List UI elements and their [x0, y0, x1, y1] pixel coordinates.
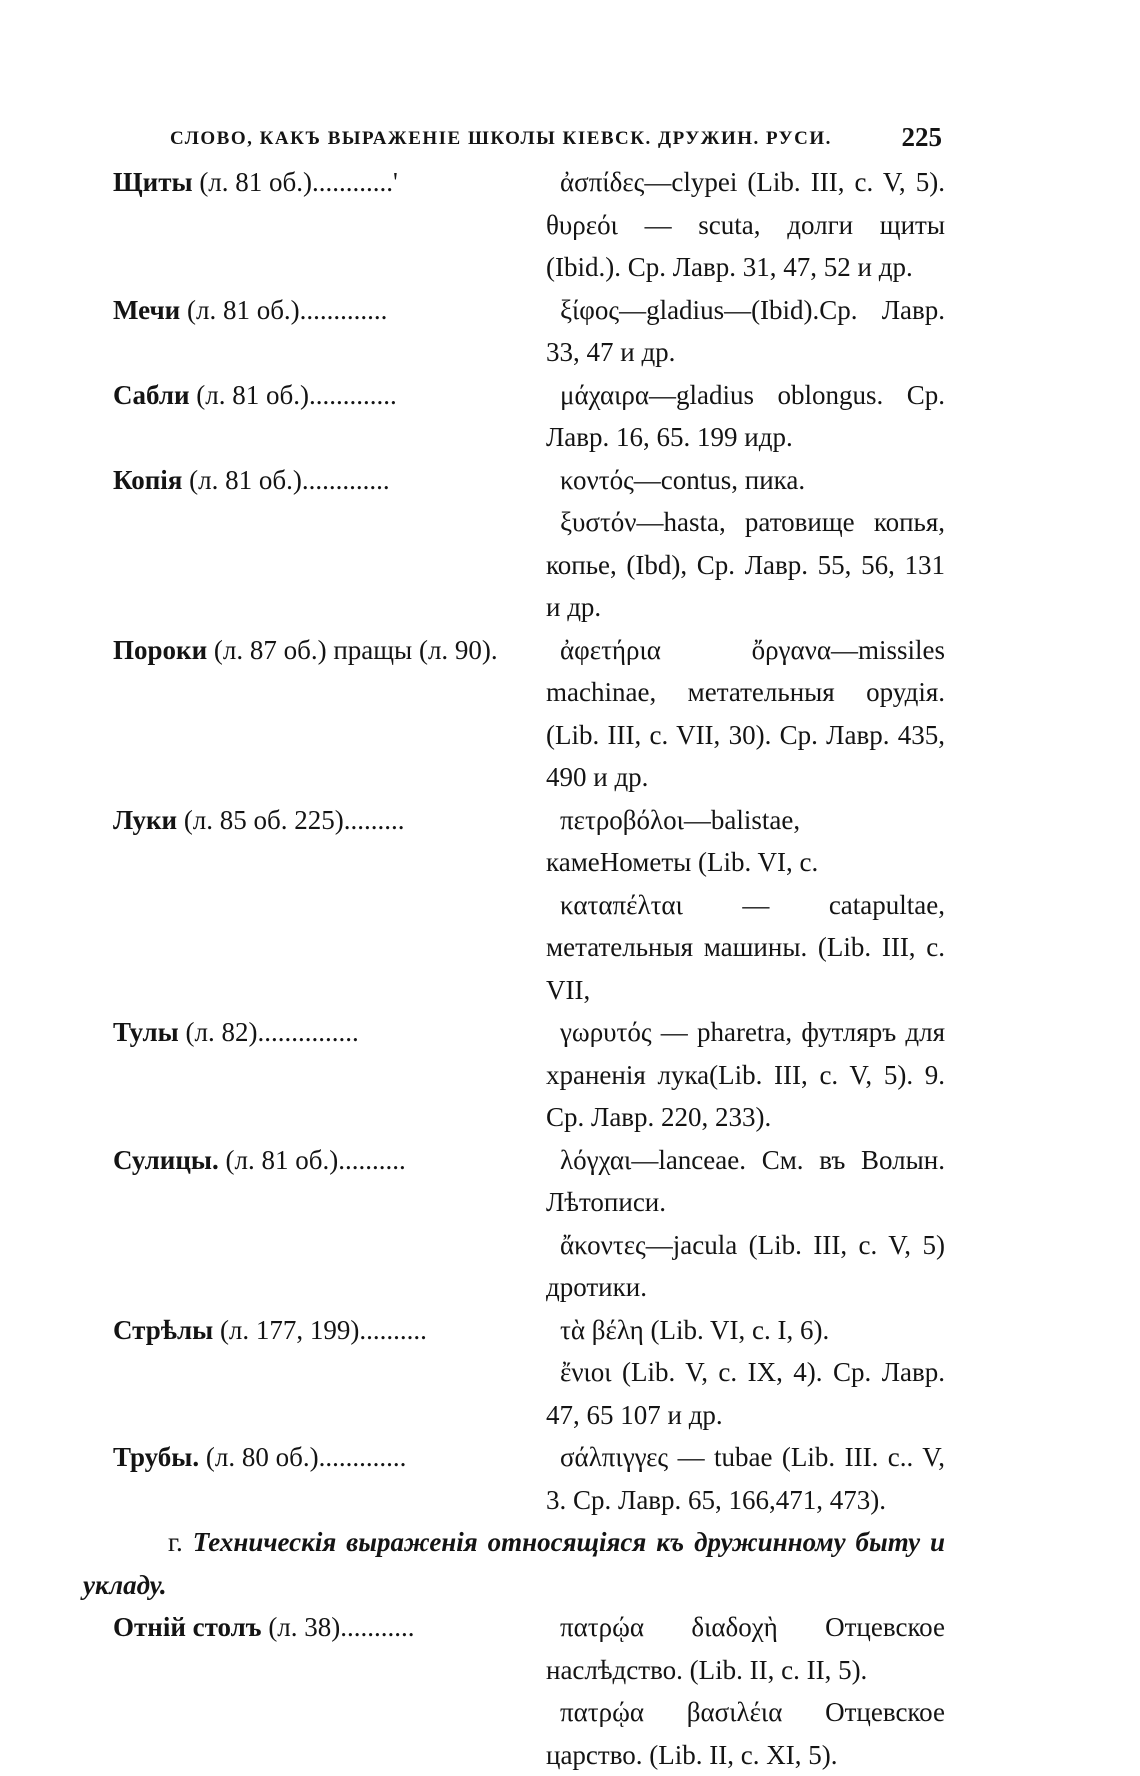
- term-column: [113, 459, 516, 502]
- page-number: 225: [901, 122, 942, 152]
- term: Сабли: [113, 379, 190, 410]
- term: Мечи: [113, 294, 181, 325]
- entry-trumpets: [113, 1436, 945, 1521]
- term-column: [113, 1606, 516, 1649]
- term: Стрѣлы: [113, 1314, 214, 1345]
- term-column: [113, 629, 516, 672]
- folio-reference: (л. 81 об.)..........: [218, 1144, 406, 1175]
- folio-reference: (л. 80 об.).............: [199, 1442, 407, 1472]
- gloss-column: [516, 1436, 945, 1521]
- term: Трубы.: [113, 1442, 200, 1472]
- term-column: [113, 1309, 516, 1352]
- gloss-column: [516, 289, 945, 374]
- gloss: μάχαιρα—gladius oblongus. Ср. Лавр. 16, 65. 199 идр.: [546, 379, 945, 452]
- gloss: τὰ βέλη (Lib. VI, c. I, 6).: [560, 1314, 830, 1345]
- folio-reference: (л. 81 об.).............: [189, 379, 397, 410]
- running-head: [170, 122, 942, 158]
- entry-sabres: [113, 374, 945, 459]
- gloss: ἀφετήρια ὄργανα—missiles machinae, метательныя орудія. (Lib. III, c. VII, 30). Ср. Лавр. 435, 490 и др.: [546, 634, 945, 792]
- term: Щиты: [113, 167, 193, 197]
- gloss-column: [516, 1139, 945, 1309]
- gloss: πετροβόλοι—balistae, камеНометы (Lib. VI, c.: [546, 804, 819, 877]
- term: Луки: [113, 804, 178, 835]
- term-column: [113, 1011, 516, 1054]
- folio-reference: (л. 82)...............: [178, 1017, 359, 1047]
- gloss: ἄκοντες—jacula (Lib. III, c. V, 5) дротики.: [546, 1229, 945, 1302]
- running-title: СЛОВО, КАКЪ ВЫРАЖЕНІЕ ШКОЛЫ КІЕВСК. ДРУЖИН. РУСИ.: [170, 128, 832, 149]
- term: Сулицы.: [113, 1144, 219, 1175]
- folio-reference: (л. 177, 199)..........: [213, 1314, 427, 1345]
- gloss: ἔνιοι (Lib. V, c. IX, 4). Ср. Лавр. 47, 65 107 и др.: [546, 1357, 945, 1430]
- gloss: λόγχαι—lanceae. См. въ Волын. Лѣтописи.: [546, 1144, 945, 1217]
- gloss-column: [516, 459, 945, 629]
- gloss-column: [516, 629, 945, 799]
- folio-reference: (л. 81 об.).............: [180, 294, 388, 325]
- gloss: σάλπιγγες — tubae (Lib. III. c.. V, 3. Ср. Лавр. 65, 166,471, 473).: [546, 1442, 945, 1515]
- gloss: ξίφος—gladius—(Ibid).Ср. Лавр. 33, 47 и др.: [546, 294, 945, 367]
- gloss-column: [516, 161, 945, 289]
- gloss: γωρυτός — pharetra, футляръ для храненія лука(Lib. III, c. V, 5). 9. Ср. Лавр. 220, 233).: [546, 1017, 945, 1132]
- entry-swords: [113, 289, 945, 374]
- term-column: [113, 1436, 516, 1479]
- term-column: [113, 1139, 516, 1182]
- section-title: Техническія выраженія относящіяся къ дружинному быту и укладу.: [83, 1527, 945, 1600]
- folio-reference: (л. 38)...........: [261, 1612, 415, 1642]
- term-column: [113, 374, 516, 417]
- term: Копія: [113, 464, 183, 495]
- gloss: πατρῴα βασιλέια Отцевское царство. (Lib. II, c. XI, 5).: [546, 1697, 945, 1770]
- term: Пороки: [113, 634, 208, 665]
- gloss-column: [516, 1309, 945, 1437]
- entry-bows: [113, 799, 945, 1012]
- gloss: καταπέλται — catapultae, метательныя машины. (Lib. III, c. VII,: [546, 889, 945, 1005]
- entry-spears: [113, 459, 945, 629]
- gloss: ξυστόν—hasta, ратовище копья, копье, (Ibd), Ср. Лавр. 55, 56, 131 и др.: [546, 507, 945, 622]
- gloss-column: [516, 1011, 945, 1139]
- gloss: πατρῴα διαδοχὴ Отцевское наслѣдство. (Lib. II, c. II, 5).: [546, 1612, 945, 1685]
- term: Отній столъ: [113, 1612, 262, 1642]
- gloss-column: [516, 374, 945, 459]
- gloss-column: [516, 1606, 945, 1776]
- term-column: [113, 799, 516, 842]
- term-column: [113, 289, 516, 332]
- glossary: [83, 161, 945, 1776]
- entry-siege-engines: [113, 629, 945, 799]
- section-letter: г.: [168, 1527, 183, 1557]
- folio-reference: (л. 85 об. 225).........: [177, 804, 405, 835]
- term: Тулы: [113, 1017, 179, 1047]
- term-column: [113, 161, 516, 204]
- entry-shields: [113, 161, 945, 289]
- gloss: ἀσπίδες—clypei (Lib. III, c. V, 5). θυρεόι — scuta, долги щиты (Ibid.). Ср. Лавр. 31, 47, 52 и др.: [546, 167, 945, 282]
- gloss-column: [516, 799, 945, 1012]
- entry-arrows: [113, 1309, 945, 1437]
- section-heading: [83, 1521, 945, 1606]
- gloss: κοντός—contus, пика.: [560, 464, 806, 495]
- folio-reference: (л. 87 об.) пращы (л. 90).: [207, 634, 498, 665]
- entry-javelins: [113, 1139, 945, 1309]
- folio-reference: (л. 81 об.).............: [182, 464, 390, 495]
- folio-reference: (л. 81 об.)............': [192, 167, 398, 197]
- entry-quivers: [113, 1011, 945, 1139]
- entry-paternal-throne: [113, 1606, 945, 1776]
